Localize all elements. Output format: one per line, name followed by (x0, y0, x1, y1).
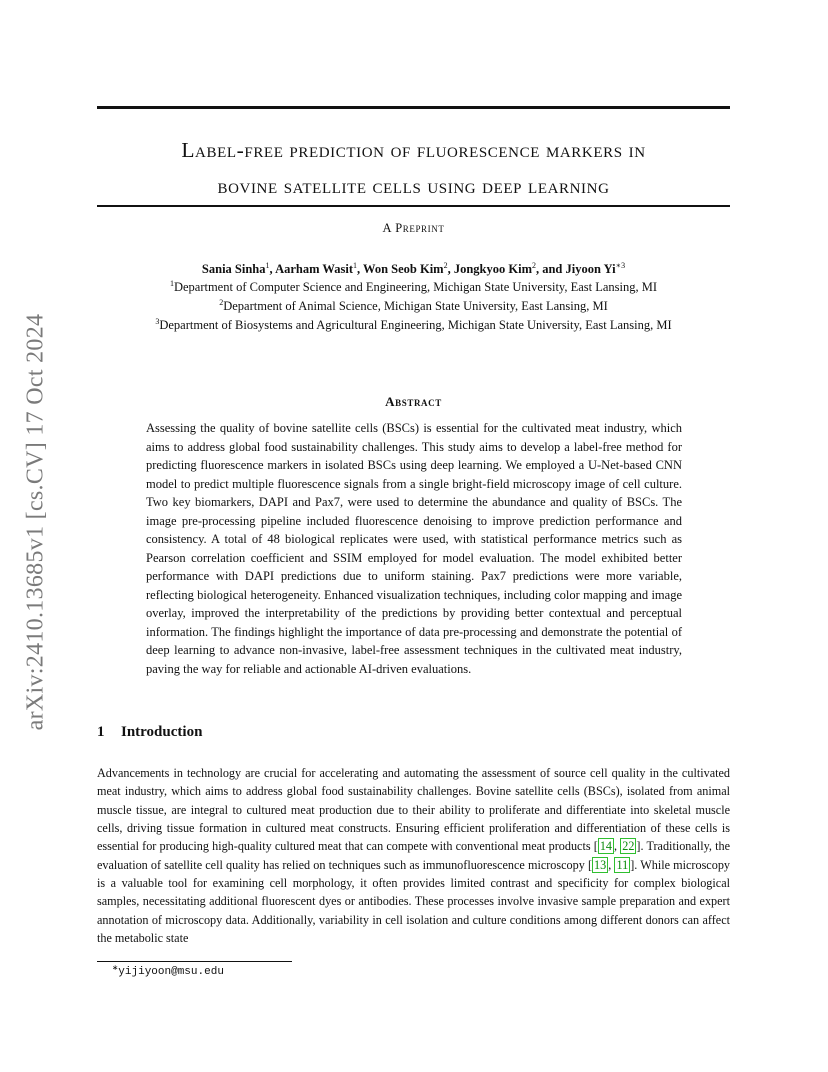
author-name: Jongkyoo Kim (453, 262, 532, 276)
section-number: 1 (97, 724, 105, 740)
intro-text: Advancements in technology are crucial for accelerating and automating the assessment of source cell quality in the cultivated meat industry, which aims to address global food sustainability challenges. Bovine satellite cells (BSCs), isolated from animal muscle tissue, are integral to cultured meat production due to their ability to proliferate and differentiate into skeletal muscle cells, driving tissue formation in cultured meat constructs. Ensuring efficient proliferation and differentiation of these cells is essential for producing high-quality cultured meat that can compete with conventional meat products [ (97, 766, 730, 854)
author-affil-mark: 2 (531, 261, 536, 270)
author-affil-mark: 1 (352, 261, 357, 270)
section-title: Introduction (121, 724, 203, 740)
title-line-2: bovine satellite cells using deep learning (217, 174, 610, 198)
author-name: Won Seob Kim (363, 262, 444, 276)
affiliation-mark: 3 (155, 317, 160, 326)
footnote-divider (97, 961, 292, 962)
affiliation-text: Department of Animal Science, Michigan State University, East Lansing, MI (223, 299, 608, 313)
arxiv-id-text: arXiv:2410.13685v1 [cs.CV] 17 Oct 2024 (22, 313, 49, 731)
footnote-mark: ∗ (112, 963, 119, 972)
paper-title (97, 132, 730, 204)
author-name: Aarham Wasit (275, 262, 353, 276)
author-name: Jiyoon Yi (565, 262, 616, 276)
affiliation (97, 316, 730, 334)
affiliation-mark: 2 (219, 298, 224, 307)
author-name: Sania Sinha (201, 262, 266, 276)
citation-link[interactable]: 22 (622, 839, 635, 854)
intro-text: ]. While microscopy is a valuable tool for examining cell morphology, it often provides limited contrast and specificity for complex biological samples, necessitating additional fluorescent dyes or antibodies. These processes involve invasive sample preparation and expert annotation of microscopy data. Additionally, variability in cell isolation and culture conditions among different donors can affect the metabolic state (97, 857, 731, 946)
title-top-rule (97, 106, 730, 109)
author-list: Sania Sinha$^1$, Aarham Wasit$^1$, Won Seob Kim$^2$, Jongkyoo Kim$^2$, and Jiyoon $Yi^{∗3}$ (201, 261, 626, 276)
title-bottom-rule (97, 205, 730, 207)
introduction-paragraph: Advancements in technology are crucial for accelerating and automating the assessment of source cell quality in the cultivated meat industry, which aims to address global food sustainability challenges. Bovine satellite cells (BSCs), isolated from animal muscle tissue, are integral to cultured meat production due to their ability to proliferate and differentiate into skeletal muscle cells, driving tissue formation in cultured meat constructs. Ensuring efficient proliferation and differentiation of these cells is essential for producing high-quality cultured meat that can compete with conventional meat products [ 14 , 22 ]. Traditionally, the evaluation of satellite cell quality has relied on techniques such as immunofluorescence microscopy [ 13 , 11 ]. While microscopy is a valuable tool for examining cell morphology, it often provides limited contrast and specificity for complex biological samples, necessitating additional fluorescent dyes or antibodies. These processes involve invasive sample preparation and expert annotation of microscopy data. Additionally, variability in cell isolation and culture conditions among different donors can affect the metabolic state (97, 766, 731, 946)
author-affil-mark: 2 (443, 261, 448, 270)
footnote (112, 963, 224, 978)
affiliation (97, 297, 730, 315)
affiliation-mark: 1 (169, 279, 174, 288)
author-affil-mark: ∗3 (615, 261, 626, 270)
affiliation (97, 278, 730, 296)
citation-link[interactable]: 14 (599, 839, 613, 854)
citation-link[interactable]: 11 (616, 857, 629, 872)
affiliation-text: Department of Computer Science and Engineering, Michigan State University, East Lansing, MI (173, 280, 658, 294)
affiliation-text: Department of Biosystems and Agricultural Engineering, Michigan State University, East Lansing, MI (159, 318, 672, 332)
abstract-heading: Abstract (385, 394, 442, 409)
preprint-label: A Preprint (382, 221, 445, 235)
title-line-1: Label-free prediction of fluorescence markers in (181, 138, 646, 162)
abstract-text: Assessing the quality of bovine satellite cells (BSCs) is essential for the cultivated meat industry, which aims to address global food sustainability challenges. This study aims to develop a label-free method for predicting fluorescence markers in isolated BSCs using deep learning. We employed a U-Net-based CNN model to predict multiple fluorescence signals from a single bright-field microscopy image of cell culture. Two key biomarkers, DAPI and Pax7, were used to determine the abundance and quality of BSCs. The image pre-processing pipeline included fluorescence denoising to improve prediction performance and consistency. A total of 48 biological replicates were used, with statistical performance metrics such as Pearson correlation coefficient and SSIM employed for model evaluation. The model exhibited better performance with DAPI predictions due to uniform staining. Pax7 predictions were more variable, reflecting biological heterogeneity. Enhanced visualization techniques, including color mapping and image overlay, improved the interpretability of the predictions by providing better contextual and perceptual information. The findings highlight the importance of data pre-processing and demonstrate the potential of deep learning to advance non-invasive, label-free assessment techniques in the cultivated meat industry, paving the way for reliable and actionable AI-driven evaluations. (146, 421, 682, 676)
author-affil-mark: 1 (265, 261, 270, 270)
intro-text: ]. Traditionally, the evaluation of satellite cell quality has relied on techniques such as immunofluorescence microscopy [ (97, 839, 730, 872)
corresponding-email: yijiyoon@msu.edu (118, 966, 224, 978)
section-heading (97, 724, 202, 741)
authors-conjunction: and (542, 262, 563, 276)
citation-link[interactable]: 13 (594, 857, 607, 872)
